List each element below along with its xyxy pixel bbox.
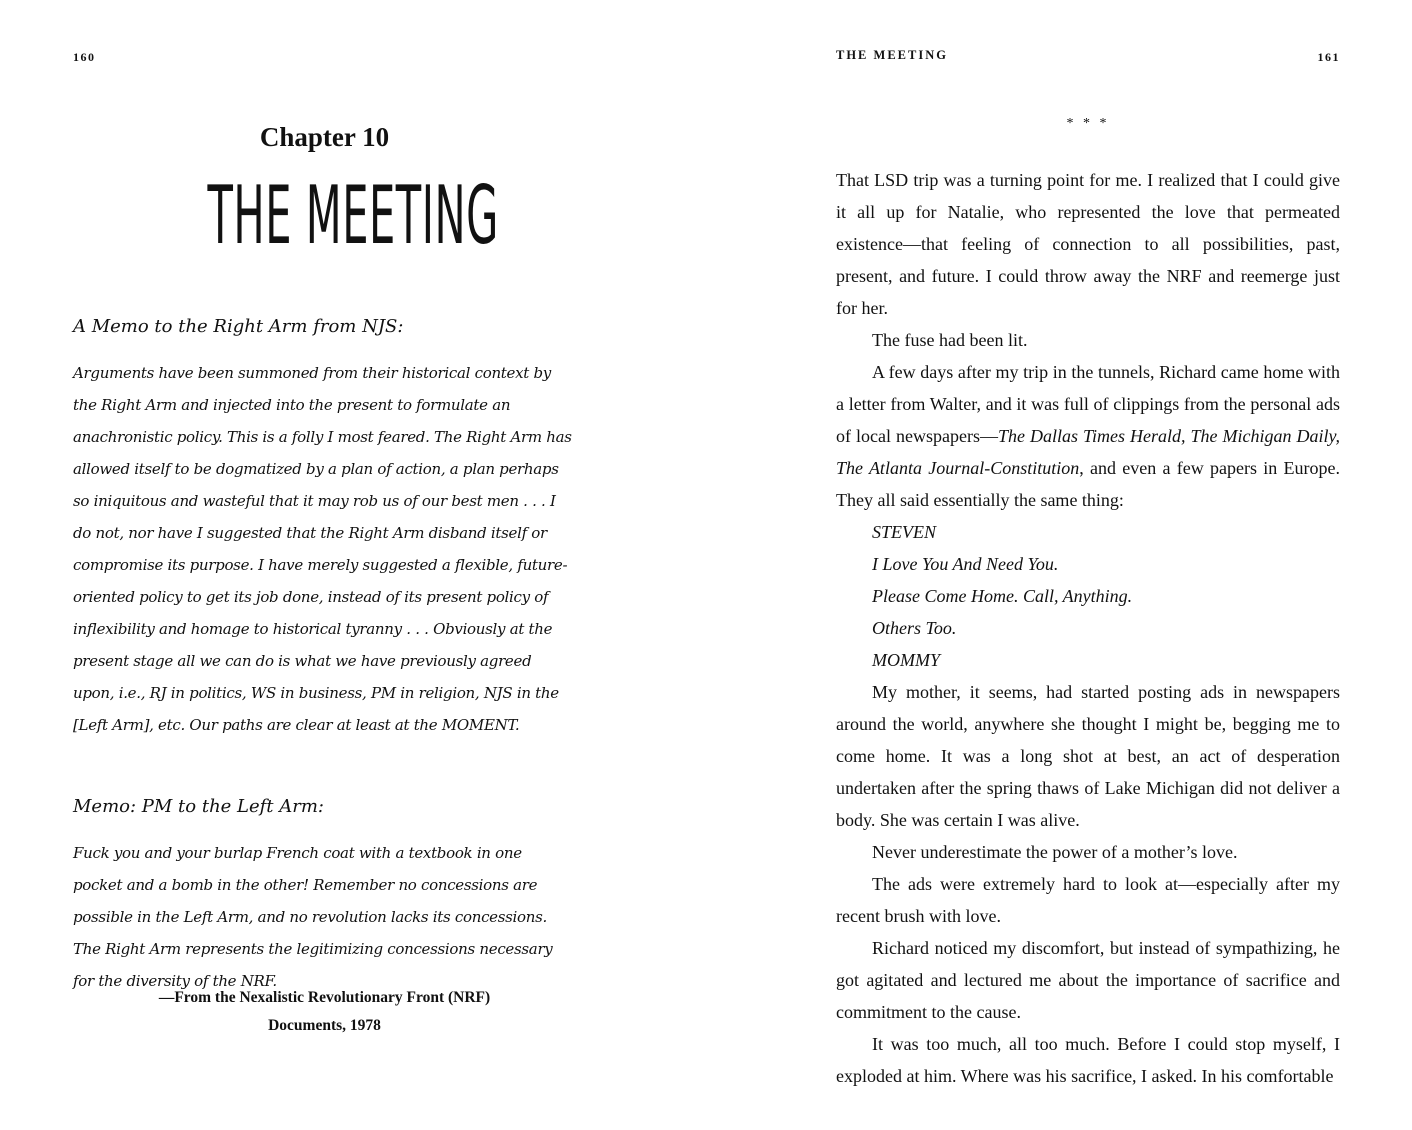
right-page [706, 0, 1412, 1130]
chapter-title-text: THE MEETING [207, 169, 499, 262]
paragraph: The fuse had been lit. [872, 330, 1028, 350]
ad-line: I Love You And Need You. [872, 554, 1059, 574]
newspaper-titles: The Dallas Times Herald, The Michigan Daily, The Atlanta Journal-Constitution [836, 426, 1340, 478]
attribution-line: Documents, 1978 [268, 1017, 381, 1034]
ad-line: Others Too. [872, 618, 957, 638]
ad-line: MOMMY [872, 650, 940, 670]
paragraph-text: , and even a few papers in Europe. They all said essentially the same thing: [836, 458, 1340, 510]
memo-heading: A Memo to the Right Arm from NJS: [73, 316, 404, 337]
paragraph: Never underestimate the power of a mother’s love. [872, 842, 1238, 862]
epigraph-attribution [73, 984, 576, 1040]
running-head: THE MEETING [836, 48, 948, 62]
attribution-line: —From the Nexalistic Revolutionary Front (NRF) [158, 989, 491, 1006]
chapter-label: Chapter 10 [259, 122, 390, 152]
paragraph: That LSD trip was a turning point for me. I realized that I could give it all up for Natalie, who represented the love that permeated existence—that feeling of connection to all possibilities, past, present, and future. I could throw away the NRF and reemerge just for her. [836, 170, 1340, 318]
chapter-title [73, 168, 576, 264]
paragraph: Richard noticed my discomfort, but instead of sympathizing, he got agitated and lectured me about the importance of sacrifice and commitment to the cause. [836, 938, 1340, 1022]
memo-heading: Memo: PM to the Left Arm: [73, 796, 324, 817]
paragraph: It was too much, all too much. Before I could stop myself, I exploded at him. Where was his sacrifice, I asked. In his comfortable [836, 1034, 1340, 1086]
page-number: 160 [73, 50, 96, 64]
page-number: 161 [1317, 50, 1340, 64]
paragraph: My mother, it seems, had started posting ads in newspapers around the world, anywhere she thought I might be, begging me to come home. It was a long shot at best, an act of desperation undertaken after the spring thaws of Lake Michigan did not deliver a body. She was certain I was alive. [836, 682, 1340, 830]
memo-body: Arguments have been summoned from their historical context by the Right Arm and injected into the present to formulate an anachronistic policy. This is a folly I most feared. The Right Arm has allowed itself to be dogmatized by a plan of action, a plan perhaps so iniquitous and wasteful that it may rob us of our best men . . . I do not, nor have I suggested that the Right Arm disband itself or compromise its purpose. I have merely suggested a flexible, future-oriented policy to get its job done, instead of its present policy of inflexibility and homage to historical tyranny . . . Obviously at the present stage all we can do is what we have previously agreed upon, i.e., RJ in politics, WS in business, PM in religion, NJS in the [Left Arm], etc. Our paths are clear at least at the MOMENT. [73, 364, 572, 734]
paragraph [836, 356, 1340, 516]
memo-body: Fuck you and your burlap French coat with a textbook in one pocket and a bomb in the other! Remember no concessions are possible in the Left Arm, and no revolution lacks its concessions. The Right Arm represents the legitimizing concessions necessary for the diversity of the NRF. [73, 844, 553, 990]
scene-break: * * * [1066, 116, 1110, 131]
body-text [836, 164, 1340, 1092]
paragraph-text: A few days after my trip in the tunnels, Richard came home with a letter from Walter, and it was full of clippings from the personal ads of local newspapers— [836, 362, 1340, 446]
ad-line: STEVEN [872, 522, 937, 542]
paragraph: The ads were extremely hard to look at—especially after my recent brush with love. [836, 874, 1340, 926]
ad-line: Please Come Home. Call, Anything. [872, 586, 1133, 606]
